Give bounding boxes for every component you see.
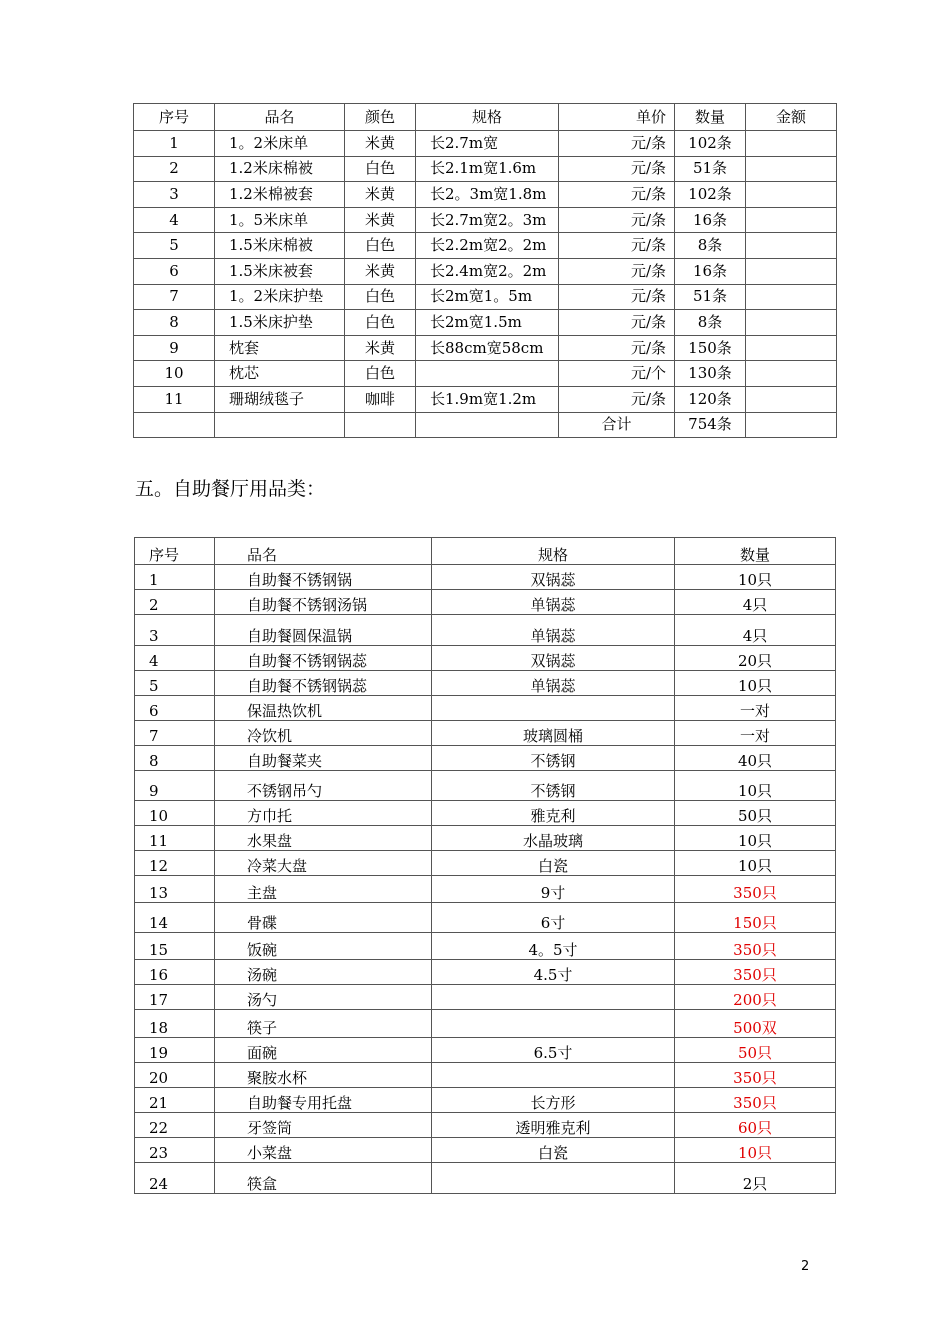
cell-color: 米黄 [345, 335, 416, 361]
cell-no: 23 [135, 1138, 215, 1163]
table-row [134, 386, 837, 412]
cell-name: 聚胺水杯 [215, 1063, 432, 1088]
table-row [135, 1113, 836, 1138]
cell-spec: 长2m宽1.5m [416, 310, 559, 336]
table-row [135, 876, 836, 903]
cell-no: 24 [135, 1163, 215, 1194]
cell-qty: 60只 [675, 1113, 836, 1138]
cell-no: 2 [135, 590, 215, 615]
cell-price: 元/条 [559, 284, 675, 310]
cell-spec: 双锅蕊 [432, 565, 675, 590]
cell-qty: 8条 [675, 233, 746, 259]
cell-no: 11 [134, 386, 215, 412]
cell-no: 19 [135, 1038, 215, 1063]
cell-no: 3 [134, 182, 215, 208]
column-header: 序号 [134, 104, 215, 131]
cell-name: 自助餐不锈钢锅 [215, 565, 432, 590]
cell-qty: 8条 [675, 310, 746, 336]
cell-spec: 单锅蕊 [432, 590, 675, 615]
cell-qty: 350只 [675, 1063, 836, 1088]
cell-qty: 130条 [675, 361, 746, 387]
table-row [135, 1138, 836, 1163]
cell-price: 元/条 [559, 310, 675, 336]
cell-qty: 350只 [675, 960, 836, 985]
table-row [134, 156, 837, 182]
cell-amount [746, 361, 837, 387]
bedding-table [133, 103, 837, 438]
cell-no: 3 [135, 615, 215, 646]
cell-spec: 4.5寸 [432, 960, 675, 985]
cell-qty: 50只 [675, 801, 836, 826]
table-row [135, 933, 836, 960]
cell-name: 冷饮机 [215, 721, 432, 746]
cell-name: 自助餐不锈钢锅蕊 [215, 671, 432, 696]
cell-no: 18 [135, 1010, 215, 1038]
cell-spec [432, 985, 675, 1010]
table-header-row [135, 538, 836, 565]
cell-spec: 长2.7m宽2。3m [416, 207, 559, 233]
cell-qty: 102条 [675, 182, 746, 208]
column-header: 品名 [215, 538, 432, 565]
table-row [135, 1088, 836, 1113]
cell-name: 1。2米床单 [215, 131, 345, 157]
cell-price: 元/条 [559, 233, 675, 259]
cell-qty: 4只 [675, 590, 836, 615]
table-row [135, 1038, 836, 1063]
table-row [134, 182, 837, 208]
table-row [134, 233, 837, 259]
column-header: 序号 [135, 538, 215, 565]
cell-amount [746, 207, 837, 233]
cell-name: 饭碗 [215, 933, 432, 960]
cell-amount [746, 310, 837, 336]
cell-name: 筷子 [215, 1010, 432, 1038]
cell-spec: 长1.9m宽1.2m [416, 386, 559, 412]
cell-name: 1。2米床护垫 [215, 284, 345, 310]
table-row [135, 1010, 836, 1038]
cell-spec [432, 1163, 675, 1194]
cell-no: 2 [134, 156, 215, 182]
empty-cell [134, 412, 215, 438]
cell-spec: 白瓷 [432, 1138, 675, 1163]
cell-spec: 长2。3m宽1.8m [416, 182, 559, 208]
table-row [135, 721, 836, 746]
cell-spec: 4。5寸 [432, 933, 675, 960]
cell-spec: 长2.4m宽2。2m [416, 258, 559, 284]
cell-no: 9 [135, 771, 215, 801]
cell-qty: 150条 [675, 335, 746, 361]
cell-spec: 长2.1m宽1.6m [416, 156, 559, 182]
cell-spec: 长88cm宽58cm [416, 335, 559, 361]
cell-name: 自助餐不锈钢锅蕊 [215, 646, 432, 671]
cell-spec: 单锅蕊 [432, 671, 675, 696]
cell-no: 11 [135, 826, 215, 851]
cell-spec: 6.5寸 [432, 1038, 675, 1063]
cell-price: 元/条 [559, 156, 675, 182]
cell-amount [746, 284, 837, 310]
cell-amount [746, 258, 837, 284]
cell-qty: 350只 [675, 1088, 836, 1113]
cell-spec: 不锈钢 [432, 771, 675, 801]
cell-spec [432, 1010, 675, 1038]
cell-name: 汤勺 [215, 985, 432, 1010]
table-row [135, 696, 836, 721]
cell-name: 1.2米床棉被 [215, 156, 345, 182]
cell-name: 汤碗 [215, 960, 432, 985]
cell-no: 21 [135, 1088, 215, 1113]
table-row [134, 335, 837, 361]
cell-name: 不锈钢吊勺 [215, 771, 432, 801]
cell-no: 13 [135, 876, 215, 903]
table-row [134, 258, 837, 284]
cell-qty: 10只 [675, 826, 836, 851]
cell-color: 白色 [345, 156, 416, 182]
cell-name: 枕芯 [215, 361, 345, 387]
cell-name: 筷盒 [215, 1163, 432, 1194]
cell-spec: 长方形 [432, 1088, 675, 1113]
cell-no: 5 [135, 671, 215, 696]
cell-qty: 16条 [675, 207, 746, 233]
cell-color: 白色 [345, 233, 416, 259]
cell-qty: 51条 [675, 284, 746, 310]
table-row [135, 565, 836, 590]
cell-amount [746, 386, 837, 412]
cell-qty: 10只 [675, 851, 836, 876]
cell-spec [416, 361, 559, 387]
cell-name: 牙签筒 [215, 1113, 432, 1138]
empty-cell [416, 412, 559, 438]
table-row [135, 590, 836, 615]
cell-no: 7 [135, 721, 215, 746]
cell-name: 枕套 [215, 335, 345, 361]
cell-amount [746, 182, 837, 208]
table-row [135, 615, 836, 646]
cell-no: 12 [135, 851, 215, 876]
cell-qty: 350只 [675, 876, 836, 903]
cell-color: 米黄 [345, 258, 416, 284]
cell-qty: 10只 [675, 671, 836, 696]
column-header: 数量 [675, 538, 836, 565]
cell-color: 咖啡 [345, 386, 416, 412]
cell-qty: 一对 [675, 696, 836, 721]
column-header: 品名 [215, 104, 345, 131]
cell-no: 6 [134, 258, 215, 284]
table-row [135, 671, 836, 696]
cell-qty: 500双 [675, 1010, 836, 1038]
table-row [135, 801, 836, 826]
cell-spec [432, 696, 675, 721]
cell-spec: 白瓷 [432, 851, 675, 876]
cell-name: 自助餐菜夹 [215, 746, 432, 771]
column-header: 单价 [559, 104, 675, 131]
cell-no: 4 [134, 207, 215, 233]
table-row [135, 1063, 836, 1088]
cell-name: 方巾托 [215, 801, 432, 826]
cell-qty: 2只 [675, 1163, 836, 1194]
table-row [135, 826, 836, 851]
cell-spec [432, 1063, 675, 1088]
cell-color: 白色 [345, 284, 416, 310]
cell-name: 自助餐专用托盘 [215, 1088, 432, 1113]
column-header: 规格 [416, 104, 559, 131]
section-title: 五。自助餐厅用品类： [135, 478, 326, 500]
cell-name: 面碗 [215, 1038, 432, 1063]
cell-color: 米黄 [345, 207, 416, 233]
cell-name: 小菜盘 [215, 1138, 432, 1163]
cell-no: 8 [135, 746, 215, 771]
cell-amount [746, 131, 837, 157]
cell-qty: 10只 [675, 565, 836, 590]
cell-no: 15 [135, 933, 215, 960]
cell-qty: 16条 [675, 258, 746, 284]
cell-qty: 51条 [675, 156, 746, 182]
cell-spec: 双锅蕊 [432, 646, 675, 671]
cell-name: 冷菜大盘 [215, 851, 432, 876]
cell-color: 米黄 [345, 182, 416, 208]
empty-cell [746, 412, 837, 438]
page-number: 2 [801, 1259, 810, 1274]
cell-amount [746, 335, 837, 361]
cell-spec: 单锅蕊 [432, 615, 675, 646]
cell-no: 16 [135, 960, 215, 985]
cell-spec: 透明雅克利 [432, 1113, 675, 1138]
cell-spec: 长2.7m宽 [416, 131, 559, 157]
cell-qty: 200只 [675, 985, 836, 1010]
cell-price: 元/条 [559, 131, 675, 157]
cell-name: 1.5米床被套 [215, 258, 345, 284]
column-header: 规格 [432, 538, 675, 565]
cell-price: 元/条 [559, 258, 675, 284]
table-header-row [134, 104, 837, 131]
cell-qty: 150只 [675, 903, 836, 933]
empty-cell [215, 412, 345, 438]
total-quantity: 754条 [675, 412, 746, 438]
cell-name: 1。5米床单 [215, 207, 345, 233]
cell-no: 5 [134, 233, 215, 259]
cell-name: 保温热饮机 [215, 696, 432, 721]
table-row [135, 903, 836, 933]
cell-color: 白色 [345, 361, 416, 387]
cell-amount [746, 233, 837, 259]
table-row [135, 1163, 836, 1194]
cell-spec: 水晶玻璃 [432, 826, 675, 851]
cell-color: 米黄 [345, 131, 416, 157]
cell-name: 水果盘 [215, 826, 432, 851]
cell-spec: 长2.2m宽2。2m [416, 233, 559, 259]
cell-no: 22 [135, 1113, 215, 1138]
cell-qty: 10只 [675, 771, 836, 801]
cell-amount [746, 156, 837, 182]
cell-no: 17 [135, 985, 215, 1010]
cell-qty: 350只 [675, 933, 836, 960]
cell-spec: 9寸 [432, 876, 675, 903]
table-row [134, 361, 837, 387]
cell-name: 主盘 [215, 876, 432, 903]
cell-no: 1 [135, 565, 215, 590]
table-row [135, 851, 836, 876]
cell-spec: 不锈钢 [432, 746, 675, 771]
cell-name: 1.5米床护垫 [215, 310, 345, 336]
column-header: 金额 [746, 104, 837, 131]
cell-spec: 6寸 [432, 903, 675, 933]
table-row [135, 771, 836, 801]
buffet-supplies-table [134, 537, 836, 1194]
table-row [135, 746, 836, 771]
cell-no: 9 [134, 335, 215, 361]
cell-price: 元/个 [559, 361, 675, 387]
table-row [135, 985, 836, 1010]
cell-spec: 雅克利 [432, 801, 675, 826]
cell-price: 元/条 [559, 207, 675, 233]
column-header: 数量 [675, 104, 746, 131]
cell-qty: 10只 [675, 1138, 836, 1163]
cell-name: 自助餐圆保温锅 [215, 615, 432, 646]
table-row [134, 284, 837, 310]
cell-name: 珊瑚绒毯子 [215, 386, 345, 412]
cell-name: 自助餐不锈钢汤锅 [215, 590, 432, 615]
cell-no: 6 [135, 696, 215, 721]
cell-no: 14 [135, 903, 215, 933]
table-row [134, 131, 837, 157]
cell-no: 8 [134, 310, 215, 336]
column-header: 颜色 [345, 104, 416, 131]
cell-price: 元/条 [559, 335, 675, 361]
cell-price: 元/条 [559, 182, 675, 208]
cell-qty: 20只 [675, 646, 836, 671]
cell-qty: 一对 [675, 721, 836, 746]
table-row [134, 310, 837, 336]
cell-spec: 玻璃圆桶 [432, 721, 675, 746]
cell-color: 白色 [345, 310, 416, 336]
total-row [134, 412, 837, 438]
cell-no: 10 [134, 361, 215, 387]
table-row [135, 960, 836, 985]
cell-spec: 长2m宽1。5m [416, 284, 559, 310]
cell-price: 元/条 [559, 386, 675, 412]
table-row [135, 646, 836, 671]
table-row [134, 207, 837, 233]
cell-name: 骨碟 [215, 903, 432, 933]
cell-qty: 102条 [675, 131, 746, 157]
cell-name: 1.2米棉被套 [215, 182, 345, 208]
cell-qty: 4只 [675, 615, 836, 646]
cell-no: 20 [135, 1063, 215, 1088]
cell-no: 10 [135, 801, 215, 826]
cell-name: 1.5米床棉被 [215, 233, 345, 259]
total-label: 合计 [559, 412, 675, 438]
cell-no: 1 [134, 131, 215, 157]
cell-qty: 50只 [675, 1038, 836, 1063]
empty-cell [345, 412, 416, 438]
cell-qty: 40只 [675, 746, 836, 771]
cell-no: 7 [134, 284, 215, 310]
cell-no: 4 [135, 646, 215, 671]
cell-qty: 120条 [675, 386, 746, 412]
